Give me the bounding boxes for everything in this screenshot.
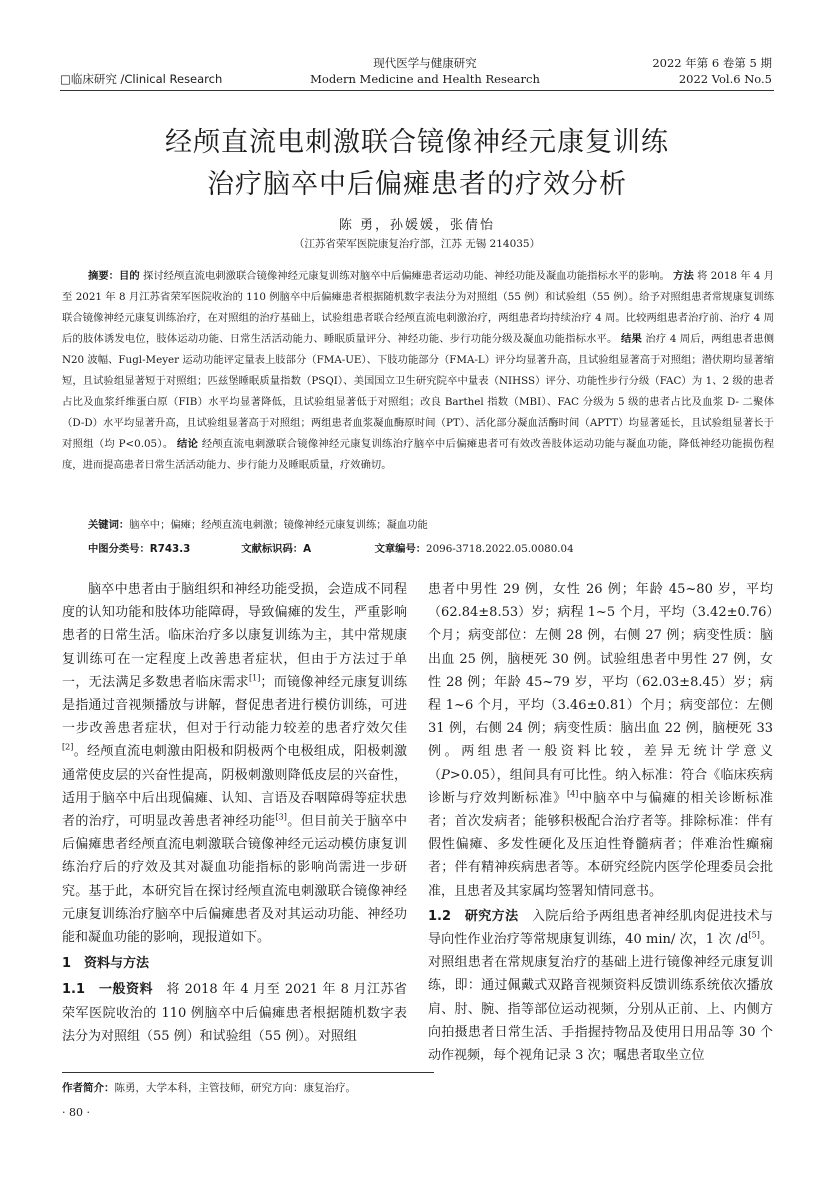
- footnote-text: 陈勇，大学本科，主管技师，研究方向：康复治疗。: [114, 1082, 356, 1094]
- intro-text-3: 。经颅直流电刺激由阳极和阴极两个电极组成，阳极刺激通常使皮层的兴奋性提高，阴极刺激则降低皮层的兴奋性，适用于脑卒中后出现偏瘫、认知、言语及吞咽障碍等症状患者的治疗，可明显改善患者神经功能: [62, 744, 407, 830]
- section-1-1-text-4: 中脑卒中与偏瘫的相关诊断标准者；首次发病者；能够积极配合治疗者等。排除标准：伴有假性偏瘫、多发性硬化及压迫性脊髓病者；伴难治性癫痫者；伴有精神疾病患者等。本研究经院内医学伦理委员会批准，且患者及其家属均签署知情同意书。: [428, 790, 773, 899]
- section-1-2-paragraph: [428, 905, 773, 1067]
- abstract-objective-label: 目的: [119, 270, 140, 282]
- section-1-2-text-2: 。对照组患者在常规康复治疗的基础上进行镜像神经元康复训练，即：通过佩戴式双路音视频资料反馈训练系统依次播放肩、肘、腕、指等部位运动视频，分别从正前、上、内侧方向拍摄患者日常生活、手指握持物品及使用日用品等 30 个动作视频，每个视角记录 3 次；嘱患者取坐立位: [428, 932, 773, 1064]
- paper-title-line-2: 治疗脑卒中后偏瘫患者的疗效分析: [207, 169, 627, 200]
- body-column-left: [62, 578, 407, 1048]
- citation-5: [5]: [748, 930, 760, 940]
- section-1-title: 1 资料与方法: [62, 956, 150, 972]
- abstract-results: 治疗 4 周后，两组患者患侧 N20 波幅、Fugl-Meyer 运动功能评定量表上肢部分（FMA-UE）、下肢功能部分（FMA-L）评分均显著升高，且试验组显著高于对照组；潜伏期均显著缩短，且试验组显著短于对照组；匹兹堡睡眠质量指数（PSQI）、美国国立卫生研究院卒中量表（NIHSS）评分、功能性步行分级（FAC）为 1、2 级的患者占比及血浆纤维蛋白原（FIB）水平均显著降低，且试验组显著低于对照组；改良 Barthel 指数（MBI）、FAC 分级为 5 级的患者占比及血浆 D- 二聚体（D-D）水平均显著升高，且试验组显著高于对照组；两组患者血浆凝血酶原时间（PT）、活化部分凝血活酶时间（APTT）均显著延长，且试验组显著长于对照组（均 P<0.05）。: [62, 333, 774, 450]
- keywords-text: 脑卒中；偏瘫；经颅直流电刺激；镜像神经元康复训练；凝血功能: [129, 519, 428, 531]
- journal-issue-cn: 2022 年第 6 卷第 5 期: [652, 56, 772, 70]
- citation-4: [4]: [567, 789, 579, 799]
- abstract-objective: 探讨经颅直流电刺激联合镜像神经元康复训练对脑卒中后偏瘫患者运动功能、神经功能及凝血功能指标水平的影响。: [142, 270, 670, 282]
- section-1-1-title: 一般资料: [99, 982, 153, 998]
- section-1-2-title: 研究方法: [464, 908, 519, 924]
- author-list: 陈 勇，孙媛媛，张倩怡: [338, 218, 496, 233]
- footnote-divider: [62, 1072, 434, 1073]
- section-1-1-text: 将 2018 年 4 月至 2021 年 8 月江苏省荣军医院收治的 110 例脑卒中后偏瘫患者根据随机数字表法分为对照组（55 例）和试验组（55 例）。对照组: [62, 982, 407, 1044]
- abstract-methods-label: 方法: [673, 270, 694, 282]
- abstract-label: 摘要：: [88, 270, 119, 282]
- section-1-2-text-1: 入院后给予两组患者神经肌肉促进技术与导向性作业治疗等常规康复训练，40 min/ 次，1 次 /d: [428, 908, 773, 948]
- section-1-1-text-2: 患者中男性 29 例，女性 26 例；年龄 45~80 岁，平均（62.84±8.53）岁；病程 1~5 个月，平均（3.42±0.76）个月；病变部位：左侧 28 例，右侧 27 例；病变性质：脑出血 25 例，脑梗死 30 例。试验组患者中男性 27 例，女性 28 例；年龄 45~79 岁，平均（62.03±8.45）岁；病程 1~6 个月，平均（3.46±0.81）个月；病变部位：左侧 31 例，右侧 24 例；病变性质：脑出血 22 例，脑梗死 33 例。两组患者一般资料比较，差异无统计学意义（: [428, 582, 773, 783]
- abstract-conclusion-label: 结论: [177, 438, 199, 450]
- classification-line: [88, 540, 774, 558]
- p-value-symbol: P: [441, 767, 450, 783]
- page-number: · 80 ·: [62, 1106, 90, 1119]
- intro-paragraph: [62, 578, 407, 949]
- journal-issue-en: 2022 Vol.6 No.5: [678, 72, 772, 86]
- citation-1: [1]: [249, 673, 261, 683]
- citation-2: [2]: [62, 743, 74, 753]
- intro-text-4: 。但目前关于脑卒中后偏瘫患者经颅直流电刺激联合镜像神经元运动模仿康复训练治疗后的疗效及其对凝血功能指标的影响尚需进一步研究。基于此，本研究旨在探讨经颅直流电刺激联合镜像神经元康复训练治疗脑卒中后偏瘫患者及对其运动功能、神经功能和凝血功能的影响，现报道如下。: [62, 814, 407, 946]
- journal-issue: [652, 55, 772, 87]
- keywords: [88, 516, 774, 534]
- clc-value: R743.3: [149, 543, 191, 555]
- citation-3: [3]: [275, 812, 287, 822]
- section-1-1-paragraph: [62, 978, 407, 1048]
- clc-label: 中图分类号：: [88, 543, 150, 555]
- journal-name-en: Modern Medicine and Health Research: [310, 72, 540, 86]
- abstract-methods: 将 2018 年 4 月至 2021 年 8 月江苏省荣军医院收治的 110 例脑卒中后偏瘫患者根据随机数字表法分为对照组（55 例）和试验组（55 例）。给予对照组患者常规康复训练联合镜像神经元康复训练治疗，在对照组的治疗基础上，试验组患者联合经颅直流电刺激治疗，两组患者均持续治疗 4 周。比较两组患者治疗前、治疗 4 周后的肢体诱发电位，肢体运动功能、日常生活活动能力、睡眠质量评分、神经功能、步行功能分级及凝血功能指标水平。: [62, 270, 775, 345]
- intro-text-2: ；而镜像神经元康复训练是指通过音视频播放与讲解，督促患者进行模仿训练，可进一步改善患者症状，但对于行动能力较差的患者疗效欠佳: [62, 674, 407, 737]
- keywords-label: 关键词：: [88, 519, 130, 531]
- abstract: [62, 266, 774, 476]
- body-column-right: [428, 578, 773, 1067]
- article-id-label: 文章编号：: [374, 543, 427, 555]
- intro-text-1: 脑卒中患者由于脑组织和神经功能受损，会造成不同程度的认知功能和肢体功能障碍，导致偏瘫的发生，严重影响患者的日常生活。临床治疗多以康复训练为主，其中常规康复训练可在一定程度上改善患者症状，但由于方法过于单一，无法满足多数患者临床需求: [62, 582, 407, 690]
- footnote-label: 作者简介：: [62, 1082, 115, 1094]
- abstract-conclusion: 经颅直流电刺激联合镜像神经元康复训练治疗脑卒中后偏瘫患者可有效改善肢体运动功能与凝血功能，降低神经功能损伤程度，进而提高患者日常生活活动能力、步行能力及睡眠质量，疗效确切。: [62, 438, 775, 471]
- author-footnote: [62, 1080, 356, 1095]
- section-heading-1: [62, 952, 407, 975]
- journal-name-cn: 现代医学与健康研究: [373, 56, 477, 70]
- section-1-2-number: 1.2: [428, 908, 452, 924]
- article-id-value: 2096-3718.2022.05.0080.04: [426, 543, 574, 555]
- affiliation: （江苏省荣军医院康复治疗部，江苏 无锡 214035）: [293, 238, 541, 250]
- abstract-results-label: 结果: [620, 333, 642, 345]
- section-1-1-number: 1.1: [62, 982, 86, 998]
- journal-section-label: □临床研究 /Clinical Research: [60, 72, 223, 86]
- section-1-1-text-3: >0.05），组间具有可比性。纳入标准：符合《临床疾病诊断与疗效判断标准》: [428, 767, 773, 806]
- doc-code-value: A: [303, 543, 312, 555]
- journal-name: [280, 55, 570, 87]
- section-1-1-continued: [428, 578, 773, 903]
- doc-code-label: 文献标识码：: [241, 543, 304, 555]
- header-divider: [60, 90, 774, 91]
- paper-title: [60, 122, 774, 206]
- paper-title-line-1: 经颅直流电刺激联合镜像神经元康复训练: [165, 127, 669, 158]
